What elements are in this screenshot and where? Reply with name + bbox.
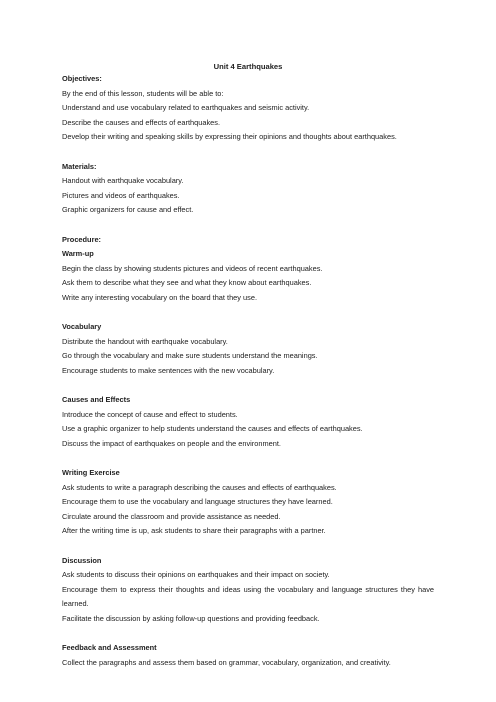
- causes-effects-line: Use a graphic organizer to help students understand the causes and effects of earthquakes.: [62, 424, 363, 434]
- discussion-line: Encourage them to express their thoughts and ideas using the vocabulary and language structures they have learned.: [62, 584, 434, 609]
- materials-line: Pictures and videos of earthquakes.: [62, 190, 180, 200]
- warmup-heading: Warm-up: [62, 249, 94, 259]
- discussion-heading: Discussion: [62, 555, 102, 565]
- causes-effects-line: Introduce the concept of cause and effect to students.: [62, 409, 238, 419]
- spacer: [62, 218, 434, 233]
- spacer: [62, 539, 434, 554]
- objectives-heading: Objectives:: [62, 74, 102, 83]
- spacer: [62, 306, 434, 321]
- spacer: [62, 378, 434, 393]
- discussion-line: Ask students to discuss their opinions on earthquakes and their impact on society.: [62, 570, 330, 580]
- discussion-line: Facilitate the discussion by asking follow-up questions and providing feedback.: [62, 613, 320, 623]
- objectives-line: By the end of this lesson, students will be able to:: [62, 88, 224, 98]
- objectives-line: Understand and use vocabulary related to earthquakes and seismic activity.: [62, 103, 310, 113]
- vocabulary-heading: Vocabulary: [62, 322, 102, 332]
- writing-exercise-line: After the writing time is up, ask students to share their paragraphs with a partner.: [62, 526, 326, 536]
- objectives-line: Describe the causes and effects of earthquakes.: [62, 117, 221, 127]
- materials-heading: Materials:: [62, 161, 97, 171]
- vocabulary-line: Go through the vocabulary and make sure students understand the meanings.: [62, 351, 318, 361]
- spacer: [62, 145, 434, 160]
- vocabulary-line: Encourage students to make sentences with the new vocabulary.: [62, 365, 275, 375]
- warmup-line: Begin the class by showing students pictures and videos of recent earthquakes.: [62, 263, 323, 273]
- feedback-assessment-line: Collect the paragraphs and assess them based on grammar, vocabulary, organization, and creativity.: [62, 657, 391, 667]
- writing-exercise-line: Encourage them to use the vocabulary and language structures they have learned.: [62, 497, 333, 507]
- warmup-line: Write any interesting vocabulary on the board that they use.: [62, 292, 258, 302]
- feedback-assessment-heading: Feedback and Assessment: [62, 643, 157, 653]
- spacer: [62, 451, 434, 466]
- writing-exercise-line: Circulate around the classroom and provide assistance as needed.: [62, 511, 281, 521]
- document-title: Unit 4 Earthquakes: [213, 62, 283, 71]
- causes-effects-line: Discuss the impact of earthquakes on people and the environment.: [62, 438, 281, 448]
- writing-exercise-heading: Writing Exercise: [62, 468, 120, 478]
- writing-exercise-line: Ask students to write a paragraph describing the causes and effects of earthquakes.: [62, 482, 337, 492]
- spacer: [62, 627, 434, 642]
- warmup-line: Ask them to describe what they see and what they know about earthquakes.: [62, 278, 312, 288]
- vocabulary-line: Distribute the handout with earthquake vocabulary.: [62, 336, 228, 346]
- materials-line: Handout with earthquake vocabulary.: [62, 176, 184, 186]
- procedure-heading: Procedure:: [62, 234, 102, 244]
- objectives-line: Develop their writing and speaking skills by expressing their opinions and thoughts about earthquakes.: [62, 132, 397, 142]
- causes-effects-heading: Causes and Effects: [62, 395, 131, 405]
- materials-line: Graphic organizers for cause and effect.: [62, 205, 194, 215]
- document-body: [62, 72, 434, 670]
